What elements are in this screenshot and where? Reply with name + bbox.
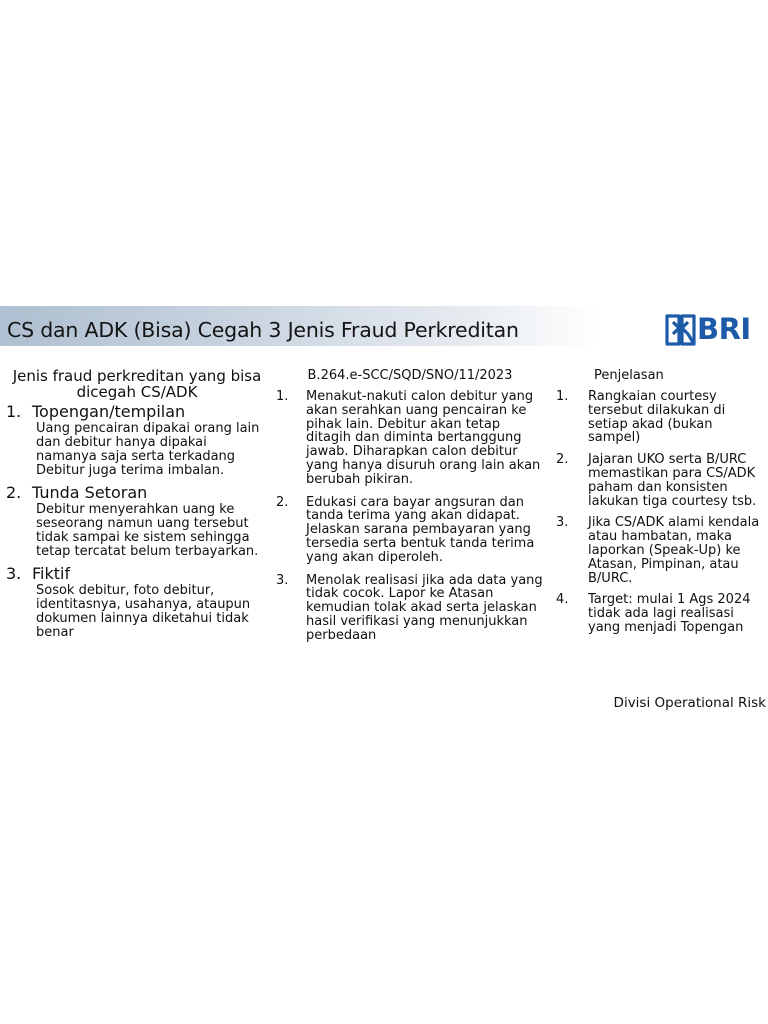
reference-code: B.264.e-SCC/SQD/SNO/11/2023 bbox=[307, 368, 513, 383]
courtesy-column bbox=[274, 368, 546, 652]
item-text: Rangkaian courtesy tersebut dilakukan di setiap akad (bukan sampel) bbox=[588, 389, 726, 446]
list-item bbox=[554, 453, 766, 508]
item-number: 3. bbox=[276, 572, 289, 588]
fraud-title: Tunda Setoran bbox=[32, 483, 148, 502]
explanation-header: Penjelasan bbox=[594, 368, 664, 383]
item-number: 2. bbox=[6, 483, 22, 502]
list-item bbox=[554, 593, 766, 634]
item-number: 1. bbox=[6, 402, 22, 421]
fraud-title: Topengan/tempilan bbox=[32, 402, 186, 421]
item-text: Menakut-nakuti calon debitur yang akan serahkan uang pencairan ke pihak lain. Debitur akan tetap ditagih dan diminta bertanggung jawab. Diharapkan calon debitur yang hanya disuruh orang lain akan berubah pikiran. bbox=[306, 389, 541, 487]
item-text: Menolak realisasi jika ada data yang tidak cocok. Lapor ke Atasan kemudian tolak akad serta jelaskan hasil verifikasi yang menunjukkan perbedaan bbox=[306, 572, 543, 643]
explanation-column bbox=[554, 368, 766, 643]
list-item bbox=[274, 496, 546, 565]
logo-text: BRI bbox=[697, 312, 751, 346]
list-item bbox=[554, 390, 766, 445]
item-number: 3. bbox=[556, 515, 569, 531]
fraud-item bbox=[6, 564, 268, 640]
title-bar bbox=[0, 306, 600, 346]
fraud-item bbox=[6, 483, 268, 559]
item-number: 1. bbox=[556, 389, 569, 404]
fraud-description: Uang pencairan dipakai orang lain dan debitur hanya dipakai namanya saja serta terkadang Debitur juga terima imbalan. bbox=[36, 421, 260, 478]
item-number: 3. bbox=[6, 564, 22, 583]
slide bbox=[0, 300, 768, 730]
slide-title: CS dan ADK (Bisa) Cegah 3 Jenis Fraud Perkreditan bbox=[7, 318, 519, 342]
list-item bbox=[274, 390, 546, 487]
fraud-description: Sosok debitur, foto debitur, identitasnya, usahanya, ataupun dokumen lainnya diketahui tidak benar bbox=[36, 583, 251, 640]
courtesy-list bbox=[274, 390, 546, 643]
item-number: 2. bbox=[276, 494, 289, 510]
item-text: Target: mulai 1 Ags 2024 tidak ada lagi realisasi yang menjadi Topengan bbox=[588, 592, 751, 635]
fraud-item bbox=[6, 402, 268, 478]
fraud-types-header: Jenis fraud perkreditan yang bisa dicegah CS/ADK bbox=[12, 367, 262, 401]
item-text: Jajaran UKO serta B/URC memastikan para CS/ADK paham dan konsisten lakukan tiga courtesy tsb. bbox=[588, 452, 757, 509]
fraud-types-column bbox=[6, 368, 268, 640]
item-text: Edukasi cara bayar angsuran dan tanda terima yang akan didapat. Jelaskan sarana pembayaran yang tersedia serta bentuk tanda terima yang akan diperoleh. bbox=[306, 494, 535, 565]
item-number: 4. bbox=[556, 592, 569, 608]
explanation-list bbox=[554, 390, 766, 635]
fraud-title: Fiktif bbox=[32, 564, 71, 583]
item-number: 2. bbox=[556, 452, 569, 468]
bri-logo bbox=[664, 312, 764, 348]
list-item bbox=[554, 516, 766, 585]
item-text: Jika CS/ADK alami kendala atau hambatan, maka laporkan (Speak-Up) ke Atasan, Pimpinan, atau B/URC. bbox=[588, 515, 760, 586]
bri-emblem-icon bbox=[664, 313, 698, 347]
item-number: 1. bbox=[276, 389, 289, 404]
fraud-description: Debitur menyerahkan uang ke seseorang namun uang tersebut tidak sampai ke sistem sehingga tetap tercatat belum terbayarkan. bbox=[36, 502, 259, 559]
footer-division: Divisi Operational Risk bbox=[613, 695, 766, 711]
list-item bbox=[274, 574, 546, 643]
